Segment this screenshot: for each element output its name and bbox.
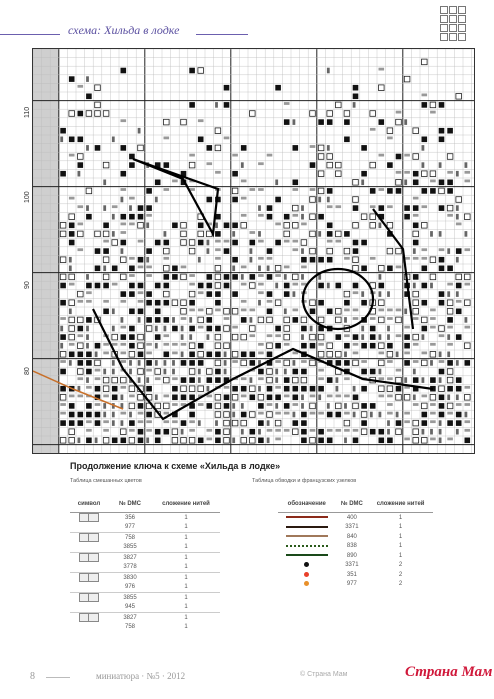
strands-cell: 1 bbox=[152, 573, 220, 583]
dmc-cell: 3855 bbox=[123, 544, 137, 551]
table2-caption: Таблица обводки и французских узелков bbox=[252, 478, 357, 484]
marking-cell bbox=[278, 561, 336, 571]
strands-cell: 1 bbox=[398, 543, 403, 550]
strands-cell: 2 bbox=[398, 571, 403, 578]
backstitch-line-icon bbox=[286, 535, 328, 537]
table2-row bbox=[278, 551, 433, 561]
table1-row bbox=[70, 513, 220, 523]
col-dmc: № DMC bbox=[336, 496, 369, 513]
marking-cell bbox=[278, 551, 336, 561]
row-label-110: 110 bbox=[24, 106, 31, 118]
table1-row bbox=[70, 613, 220, 623]
strands-cell: 1 bbox=[398, 552, 403, 559]
marking-cell bbox=[278, 580, 336, 590]
dmc-cell: 977 bbox=[346, 581, 357, 588]
dmc-cell: 3830 bbox=[108, 573, 152, 583]
mixed-colors-table bbox=[70, 496, 220, 632]
table2-row bbox=[278, 523, 433, 533]
backstitch-line-icon bbox=[286, 554, 328, 556]
strands-cell: 1 bbox=[152, 613, 220, 623]
table2-row bbox=[278, 561, 433, 571]
dmc-cell: 400 bbox=[346, 514, 357, 521]
symbol-cell bbox=[70, 563, 108, 573]
dmc-cell: 758 bbox=[124, 624, 135, 631]
symbol-icon bbox=[79, 593, 99, 602]
dmc-cell: 976 bbox=[124, 584, 135, 591]
col-symbol: символ bbox=[70, 496, 108, 513]
strands-cell: 1 bbox=[152, 513, 220, 523]
page-number: 8 bbox=[30, 671, 35, 682]
table1-row bbox=[70, 553, 220, 563]
strands-cell: 1 bbox=[184, 604, 188, 611]
section-title: Продолжение ключа к схеме «Хильда в лодке» bbox=[70, 461, 281, 471]
backstitch-line-icon bbox=[286, 545, 328, 547]
strands-cell: 1 bbox=[398, 524, 403, 531]
footer-rule bbox=[46, 677, 70, 678]
dmc-cell: 840 bbox=[346, 533, 357, 540]
dmc-cell: 3827 bbox=[108, 553, 152, 563]
col-marking: обозначение bbox=[278, 496, 336, 513]
table2-row bbox=[278, 513, 433, 523]
dmc-cell: 3827 bbox=[108, 613, 152, 623]
strands-cell: 1 bbox=[184, 564, 188, 571]
symbol-cell bbox=[70, 533, 108, 543]
table1-row bbox=[70, 583, 220, 593]
strands-cell: 1 bbox=[184, 584, 188, 591]
symbol-icon bbox=[79, 533, 99, 542]
table1-row bbox=[70, 603, 220, 613]
knot-icon bbox=[304, 562, 309, 567]
dmc-cell: 977 bbox=[124, 524, 135, 531]
symbol-cell bbox=[70, 553, 108, 563]
table1-row bbox=[70, 623, 220, 633]
strands-cell: 2 bbox=[398, 562, 403, 569]
table1-row bbox=[70, 573, 220, 583]
table2-row bbox=[278, 532, 433, 542]
row-label-80: 80 bbox=[24, 367, 31, 375]
dmc-cell: 351 bbox=[346, 571, 357, 578]
symbol-cell bbox=[70, 623, 108, 633]
table1-row bbox=[70, 543, 220, 553]
strands-cell: 1 bbox=[398, 514, 403, 521]
symbol-cell bbox=[70, 523, 108, 533]
symbol-cell bbox=[70, 603, 108, 613]
header-rule-left bbox=[0, 34, 60, 35]
table1-row bbox=[70, 593, 220, 603]
table2-row bbox=[278, 580, 433, 590]
chart-grid bbox=[33, 49, 474, 453]
table1-row bbox=[70, 563, 220, 573]
backstitch-line-icon bbox=[286, 516, 328, 518]
symbol-cell bbox=[70, 573, 108, 583]
knot-icon bbox=[304, 572, 309, 577]
symbol-icon bbox=[79, 513, 99, 522]
table2-row bbox=[278, 570, 433, 580]
symbol-cell bbox=[70, 543, 108, 553]
strands-cell: 1 bbox=[184, 624, 188, 631]
col-dmc: № DMC bbox=[108, 496, 152, 513]
dmc-cell: 890 bbox=[346, 552, 357, 559]
dmc-cell: 3778 bbox=[123, 564, 137, 571]
strands-cell: 1 bbox=[152, 533, 220, 543]
col-strands: сложение нитей bbox=[368, 496, 433, 513]
strands-cell: 2 bbox=[398, 581, 403, 588]
strands-cell: 1 bbox=[184, 544, 188, 551]
footer-magazine: миниатюра · №5 · 2012 bbox=[96, 671, 186, 681]
marking-cell bbox=[278, 513, 336, 523]
dmc-cell: 3855 bbox=[108, 593, 152, 603]
strands-cell: 1 bbox=[152, 553, 220, 563]
header-rule-right bbox=[196, 34, 248, 35]
dmc-cell: 945 bbox=[124, 604, 135, 611]
symbol-cell bbox=[70, 613, 108, 623]
symbol-cell bbox=[70, 513, 108, 523]
dmc-cell: 3371 bbox=[345, 562, 359, 569]
col-strands: сложение нитей bbox=[152, 496, 220, 513]
table1-row bbox=[70, 533, 220, 543]
watermark-logo: Страна Мам bbox=[405, 664, 493, 680]
marking-cell bbox=[278, 542, 336, 552]
table2-row bbox=[278, 542, 433, 552]
symbol-icon bbox=[79, 553, 99, 562]
symbol-cell bbox=[70, 593, 108, 603]
dmc-cell: 3371 bbox=[345, 524, 359, 531]
symbol-cell bbox=[70, 583, 108, 593]
backstitch-line-icon bbox=[286, 526, 328, 528]
dmc-cell: 758 bbox=[108, 533, 152, 543]
page-header-title: схема: Хильда в лодке bbox=[68, 23, 180, 37]
knot-icon bbox=[304, 581, 309, 586]
dmc-cell: 838 bbox=[346, 543, 357, 550]
row-label-90: 90 bbox=[24, 281, 31, 289]
strands-cell: 1 bbox=[398, 533, 403, 540]
strands-cell: 1 bbox=[184, 524, 188, 531]
footer-copyright: © Страна Мам bbox=[300, 671, 348, 678]
cross-stitch-chart bbox=[32, 48, 475, 454]
magazine-logo-icon bbox=[440, 6, 466, 44]
outline-knots-table bbox=[278, 496, 433, 589]
table1-caption: Таблица смешанных цветов bbox=[70, 478, 142, 484]
dmc-cell: 356 bbox=[108, 513, 152, 523]
marking-cell bbox=[278, 523, 336, 533]
symbol-icon bbox=[79, 613, 99, 622]
row-label-100: 100 bbox=[24, 191, 31, 203]
marking-cell bbox=[278, 532, 336, 542]
table1-row bbox=[70, 523, 220, 533]
symbol-icon bbox=[79, 573, 99, 582]
strands-cell: 1 bbox=[152, 593, 220, 603]
marking-cell bbox=[278, 570, 336, 580]
